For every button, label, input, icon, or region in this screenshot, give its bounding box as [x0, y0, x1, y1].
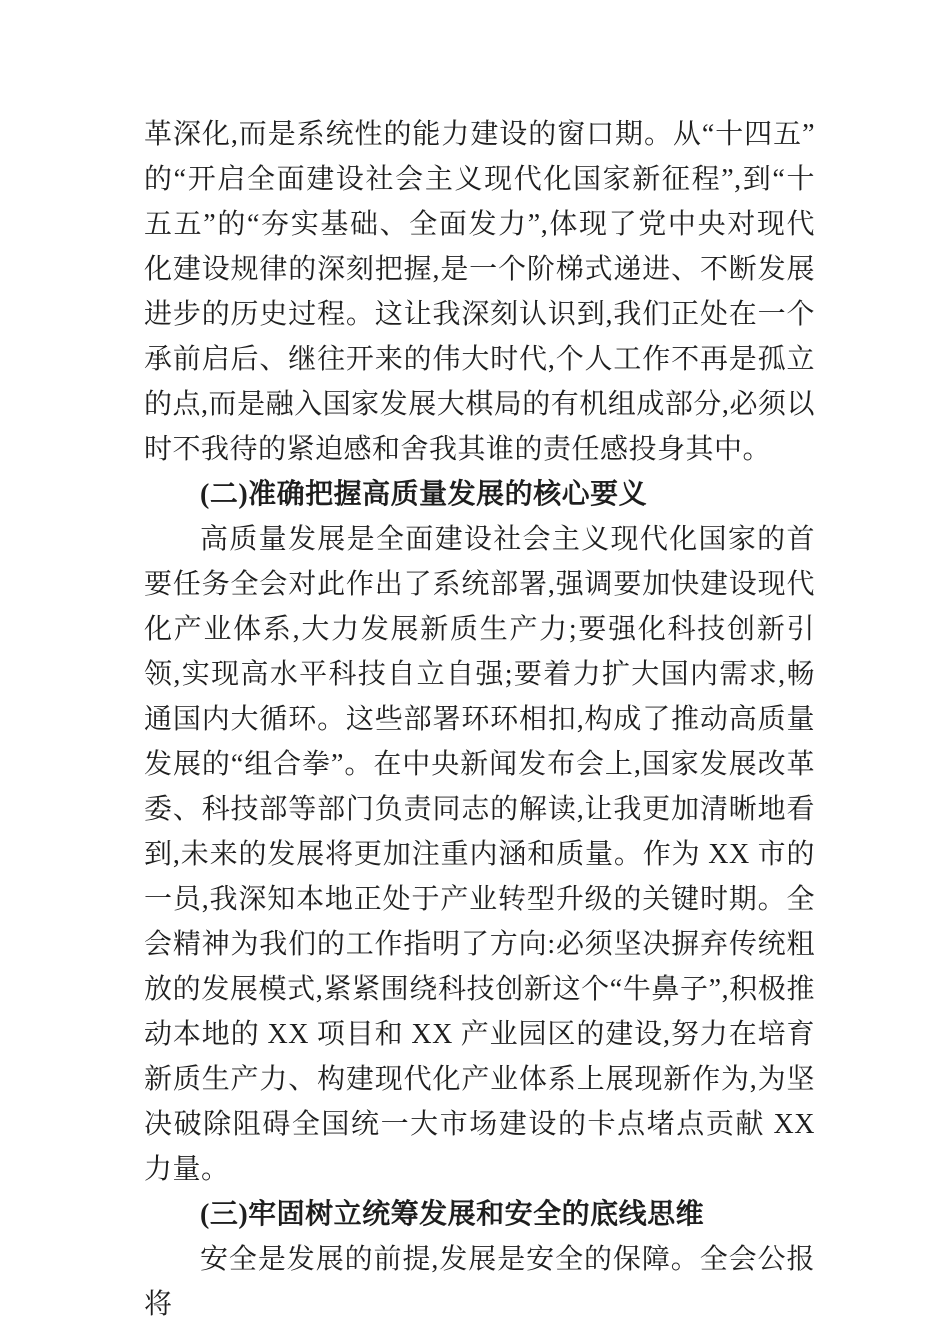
section-heading-3: (三)牢固树立统筹发展和安全的底线思维	[200, 1199, 705, 1230]
document-text-block	[144, 112, 815, 1327]
paragraph-continuation: 革深化,而是系统性的能力建设的窗口期。从“十四五”的“开启全面建设社会主义现代化国家新征程”,到“十五五”的“夯实基础、全面发力”,体现了党中央对现代化建设规律的深刻把握,是一个阶梯式递进、不断发展进步的历史过程。这让我深刻认识到,我们正处在一个承前启后、继往开来的伟大时代,个人工作不再是孤立的点,而是融入国家发展大棋局的有机组成部分,必须以时不我待的紧迫感和舍我其谁的责任感投身其中。	[144, 119, 815, 465]
paragraph-section-2: 高质量发展是全面建设社会主义现代化国家的首要任务全会对此作出了系统部署,强调要加快建设现代化产业体系,大力发展新质生产力;要强化科技创新引领,实现高水平科技自立自强;要着力扩大国内需求,畅通国内大循环。这些部署环环相扣,构成了推动高质量发展的“组合拳”。在中央新闻发布会上,国家发展改革委、科技部等部门负责同志的解读,让我更加清晰地看到,未来的发展将更加注重内涵和质量。作为 XX 市的一员,我深知本地正处于产业转型升级的关键时期。全会精神为我们的工作指明了方向:必须坚决摒弃传统粗放的发展模式,紧紧围绕科技创新这个“牛鼻子”,积极推动本地的 XX 项目和 XX 产业园区的建设,努力在培育新质生产力、构建现代化产业体系上展现新作为,为坚决破除阻碍全国统一大市场建设的卡点堵点贡献 XX 力量。	[144, 524, 815, 1185]
section-heading-2: (二)准确把握高质量发展的核心要义	[200, 479, 648, 510]
paragraph-section-3: 安全是发展的前提,发展是安全的保障。全会公报将	[144, 1244, 815, 1320]
